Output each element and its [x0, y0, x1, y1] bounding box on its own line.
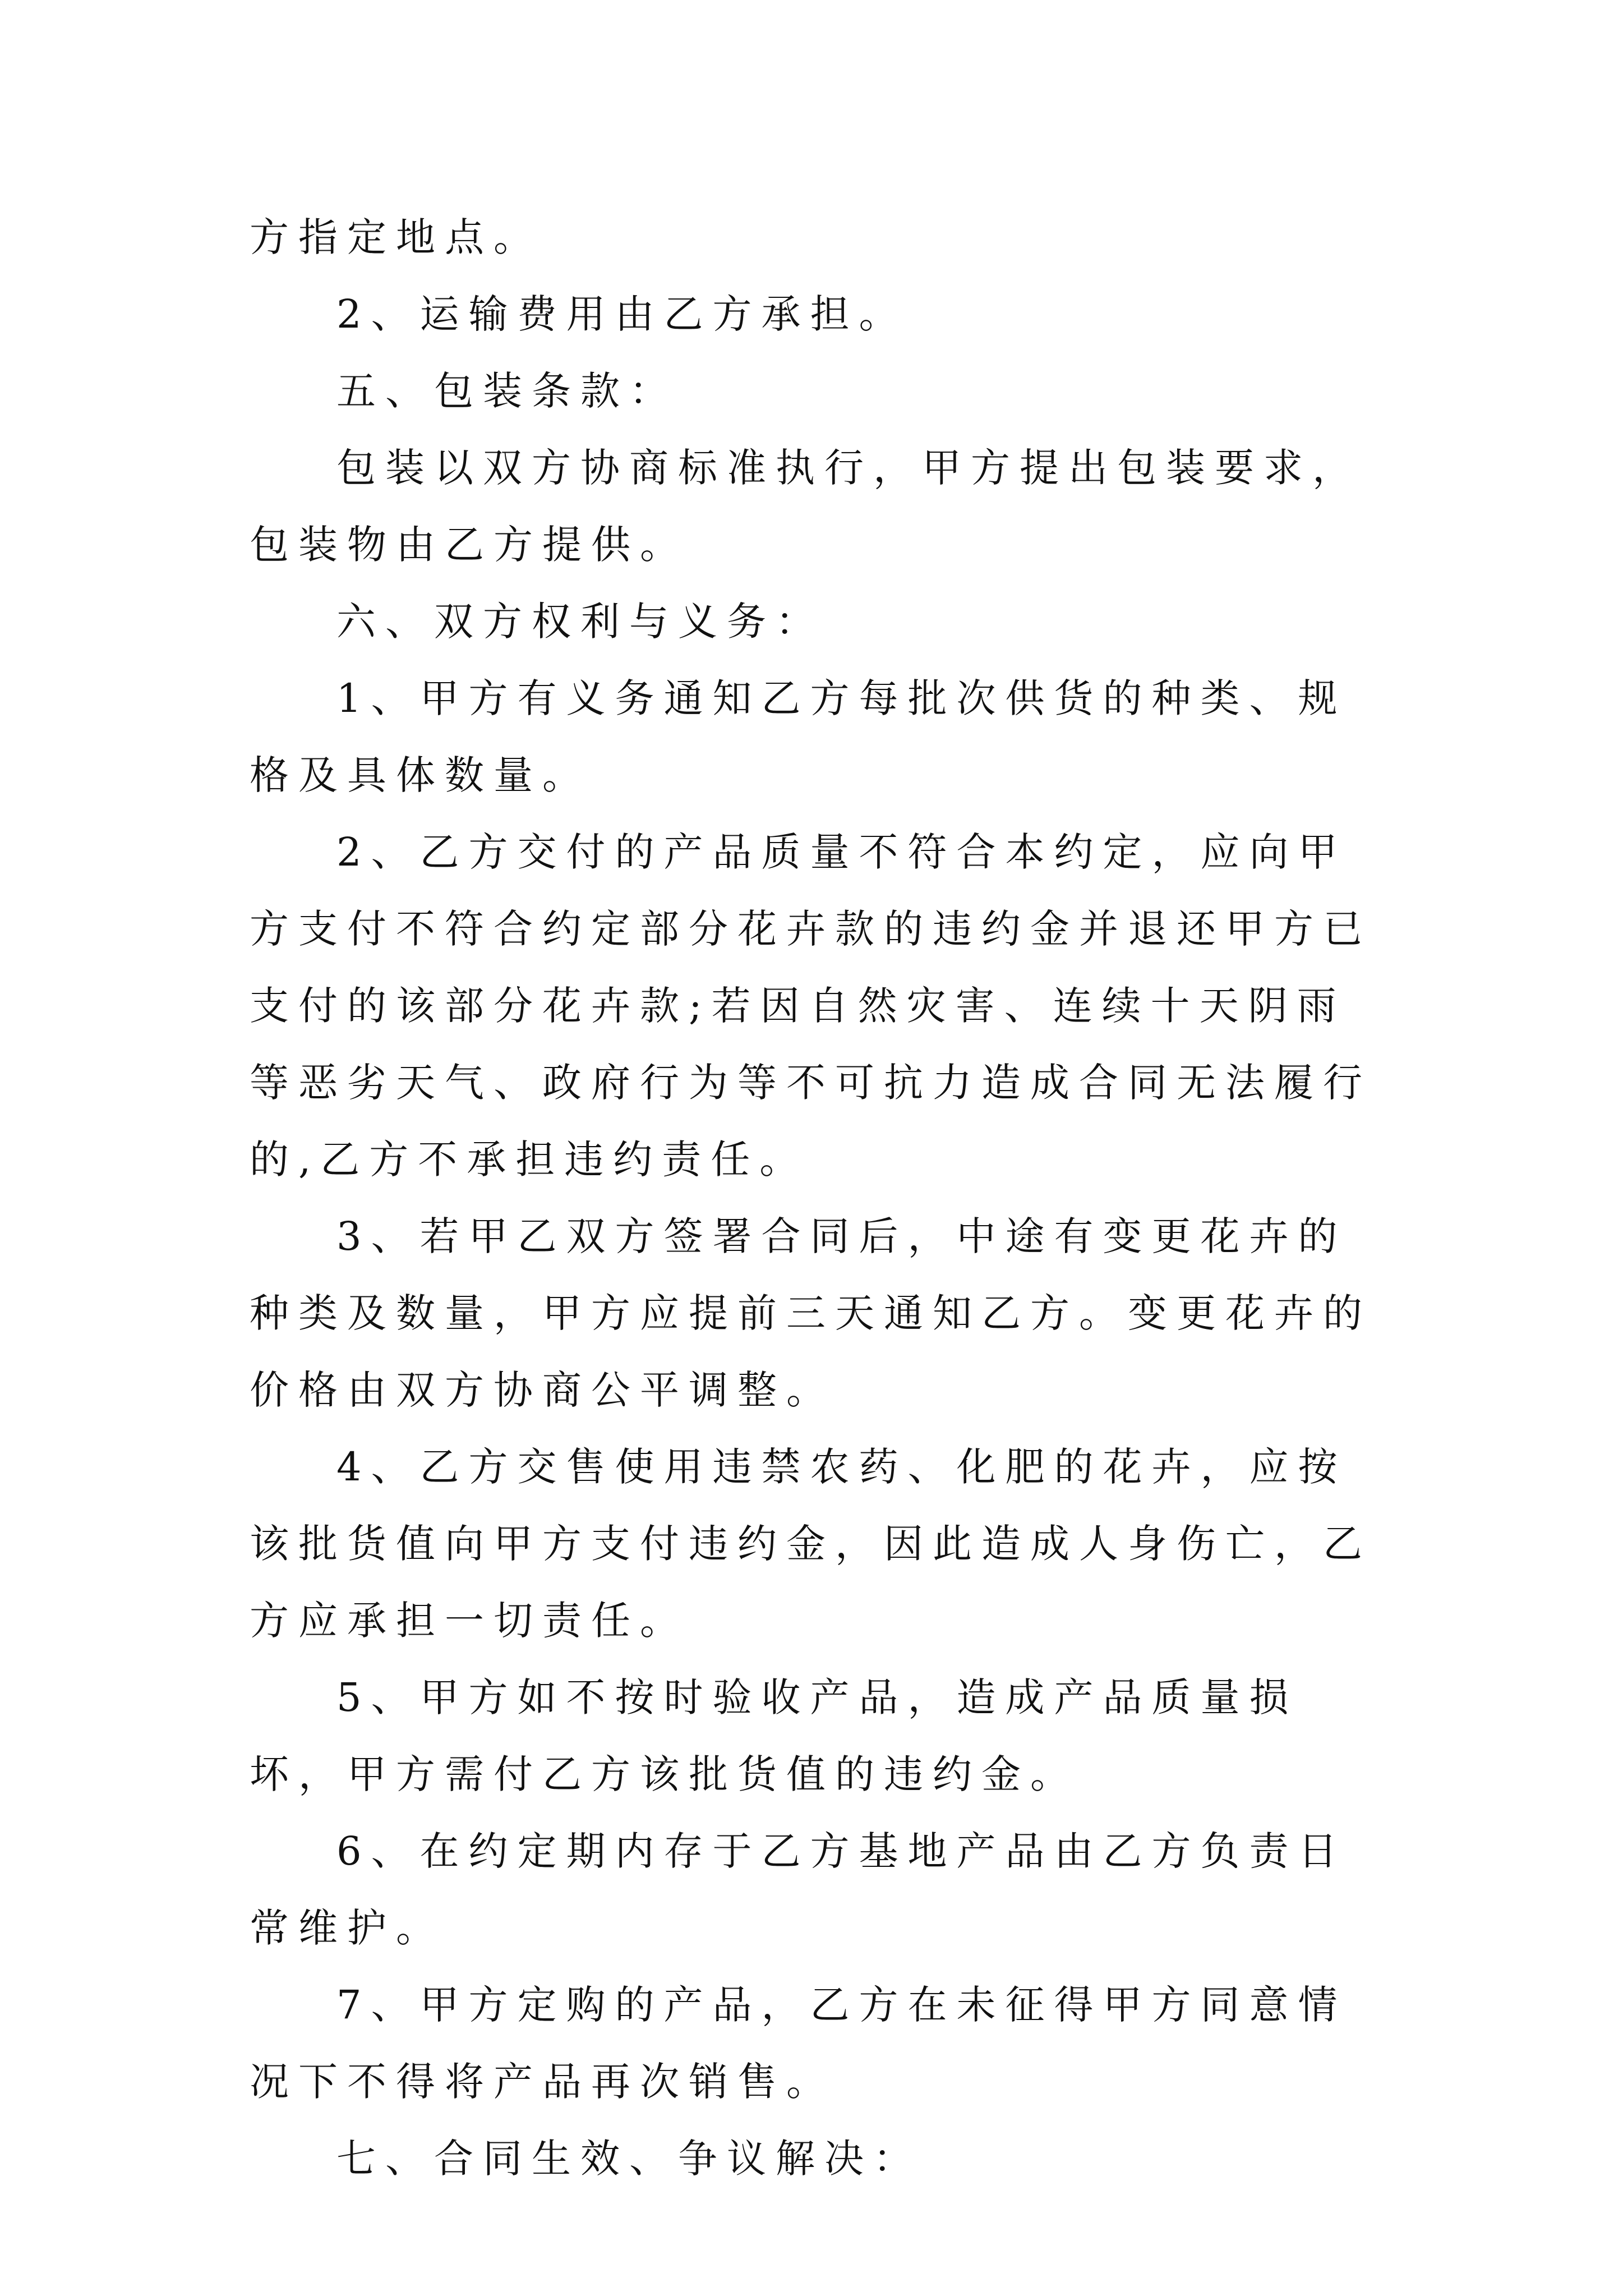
paragraph-clause-6-4: 4、乙方交售使用违禁农药、化肥的花卉，应按该批货值向甲方支付违约金，因此造成人身伤亡，乙方应承担一切责任。 — [250, 1444, 1372, 1644]
paragraph-clause-6-3: 3、若甲乙双方签署合同后，中途有变更花卉的种类及数量，甲方应提前三天通知乙方。变更花卉的价格由双方协商公平调整。 — [250, 1213, 1372, 1413]
paragraph-clause-6-1: 1、甲方有义务通知乙方每批次供货的种类、规格及具体数量。 — [250, 675, 1347, 798]
paragraph-clause-6-6: 6、在约定期内存于乙方基地产品由乙方负责日常维护。 — [250, 1828, 1347, 1951]
paragraph-packaging: 包装以双方协商标准执行，甲方提出包装要求，包装物由乙方提供。 — [250, 445, 1361, 568]
section-heading-7: 七、合同生效、争议解决： — [336, 2136, 922, 2182]
section-heading-6: 六、双方权利与义务： — [336, 599, 824, 645]
paragraph-clause-6-5: 5、甲方如不按时验收产品，造成产品质量损坏，甲方需付乙方该批货值的违约金。 — [250, 1674, 1298, 1797]
paragraph-clause-6-2: 2、乙方交付的产品质量不符合本约定，应向甲方支付不符合约定部分花卉款的违约金并退还甲方已支付的该部分花卉款;若因自然灾害、连续十天阴雨等恶劣天气、政府行为等不可抗力造成合同无法履行的,乙方不承担违约责任。 — [250, 829, 1372, 1182]
section-heading-5: 五、包装条款： — [336, 368, 678, 414]
paragraph-continuation: 方指定地点。 — [250, 214, 542, 260]
paragraph-clause-6-7: 7、甲方定购的产品，乙方在未征得甲方同意情况下不得将产品再次销售。 — [250, 1982, 1347, 2105]
document-body — [250, 199, 1391, 2197]
paragraph-clause-4-2: 2、运输费用由乙方承担。 — [336, 291, 908, 337]
